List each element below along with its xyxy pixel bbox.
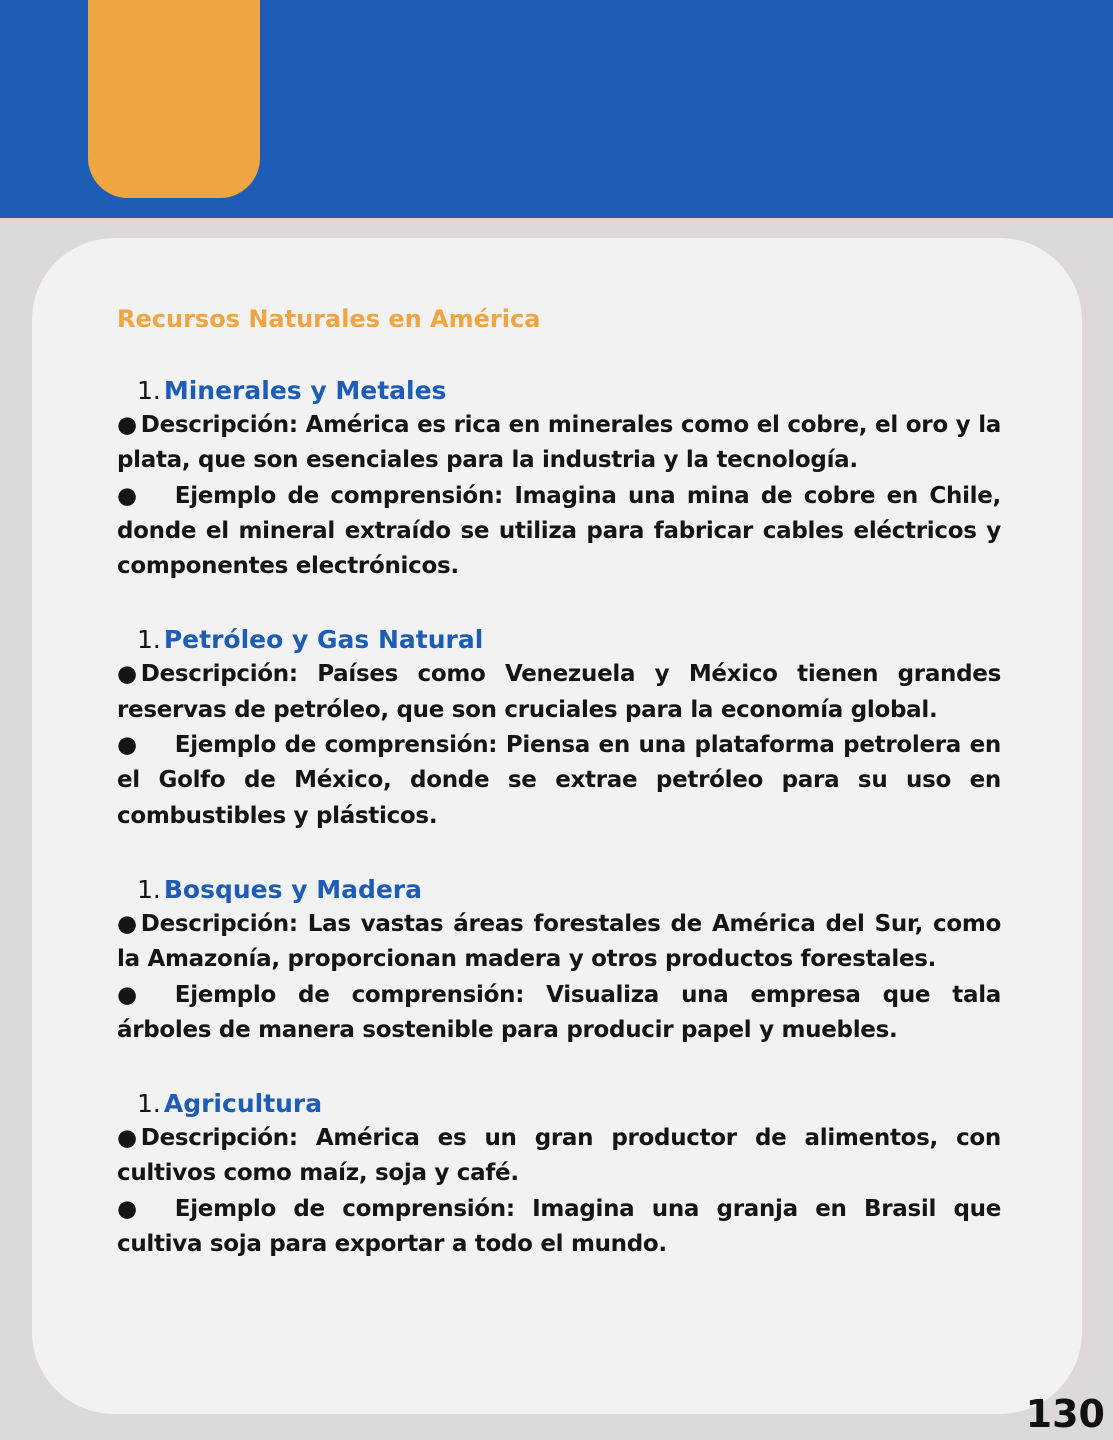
sections-container — [117, 373, 1001, 1300]
section-title: Bosques y Madera — [163, 874, 423, 904]
section-number: 1. — [137, 874, 161, 904]
example-text: Ejemplo de comprensión: Visualiza una empresa que tala árboles de manera sostenible para producir papel y muebles. — [117, 981, 1001, 1043]
section-heading — [117, 622, 1001, 657]
section-heading — [117, 1086, 1001, 1121]
example-paragraph — [117, 978, 1001, 1049]
section-title: Agricultura — [163, 1089, 323, 1119]
bullet-icon: ● — [117, 1125, 137, 1152]
example-text: Ejemplo de comprensión: Imagina una mina de cobre en Chile, donde el mineral extraído se utiliza para fabricar cables eléctricos y componentes electrónicos. — [117, 482, 1001, 580]
section-minerals — [117, 373, 1001, 584]
description-paragraph — [117, 408, 1001, 479]
bullet-icon: ● — [117, 482, 137, 509]
section-forests — [117, 872, 1001, 1048]
section-number: 1. — [137, 376, 161, 405]
page-number: 130 — [1025, 1392, 1105, 1436]
description-text: Descripción: América es rica en minerales como el cobre, el oro y la plata, que son esenciales para la industria y la tecnología. — [117, 412, 1001, 474]
bullet-icon: ● — [117, 412, 137, 438]
bullet-icon: ● — [117, 1195, 137, 1222]
description-paragraph — [117, 907, 1001, 978]
example-paragraph — [117, 1192, 1001, 1263]
bullet-icon: ● — [117, 910, 137, 937]
example-text: Ejemplo de comprensión: Imagina una granja en Brasil que cultiva soja para exportar a todo el mundo. — [117, 1195, 1001, 1258]
section-number: 1. — [137, 625, 161, 655]
description-paragraph — [117, 1121, 1001, 1192]
section-heading — [117, 872, 1001, 907]
bullet-icon: ● — [117, 661, 137, 688]
section-title: Minerales y Metales — [163, 376, 447, 405]
section-oil-gas — [117, 622, 1001, 833]
section-agriculture — [117, 1086, 1001, 1262]
orange-tab-decoration — [88, 0, 260, 198]
section-number: 1. — [137, 1089, 161, 1119]
description-text: Descripción: Las vastas áreas forestales de América del Sur, como la Amazonía, proporcionan madera y otros productos forestales. — [117, 910, 1001, 973]
bullet-icon: ● — [117, 732, 137, 759]
section-heading — [117, 373, 1001, 408]
description-paragraph — [117, 657, 1001, 728]
section-title: Petróleo y Gas Natural — [163, 625, 484, 655]
example-paragraph — [117, 728, 1001, 834]
bullet-icon: ● — [117, 981, 137, 1008]
description-text: Descripción: América es un gran productor de alimentos, con cultivos como maíz, soja y café. — [117, 1125, 1001, 1187]
document-title: Recursos Naturales en América — [117, 305, 541, 333]
example-paragraph — [117, 479, 1001, 585]
example-text: Ejemplo de comprensión: Piensa en una plataforma petrolera en el Golfo de México, donde se extrae petróleo para su uso en combustibles y plásticos. — [117, 732, 1001, 829]
description-text: Descripción: Países como Venezuela y México tienen grandes reservas de petróleo, que son cruciales para la economía global. — [117, 661, 1001, 723]
